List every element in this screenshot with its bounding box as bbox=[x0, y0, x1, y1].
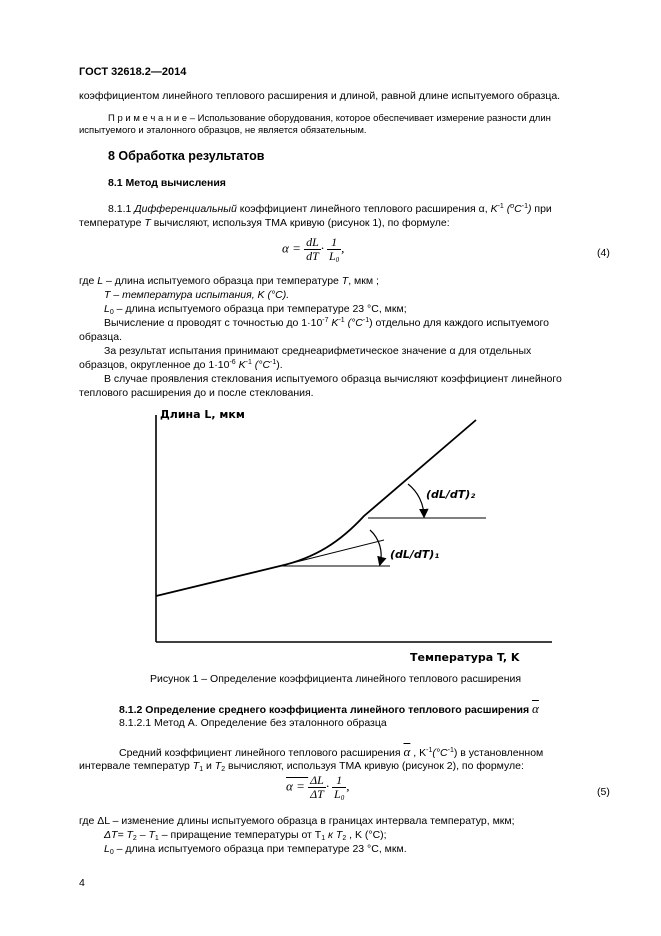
note bbox=[108, 113, 615, 125]
where-L: где L – длина испытуемого образца при температуре T, мкм ; bbox=[79, 275, 379, 287]
where-L0-2: $L_0$ – длина испытуемого образца при температуре 23 °C, мкм. bbox=[104, 843, 407, 856]
page-number: 4 bbox=[79, 877, 85, 889]
subsection-8121-title: 8.1.2.1 Метод А. Определение без эталонного образца bbox=[119, 717, 387, 729]
glass-line2: теплового расширения до и после стеклования. bbox=[79, 387, 314, 399]
where-deltaL: где ΔL – изменение длины испытуемого образца в границах интервала температур, мкм; bbox=[79, 815, 515, 827]
paragraph-811-line2: температуре T вычисляют, используя ТМА кривую (рисунок 1), по формуле: bbox=[79, 217, 450, 229]
precision-line1: Вычисление α проводят с точностью до $1\cdot 10^{-7}$ $K^{-1}$ $(^\circ C^{-1})$ отдельно для каждого испытуемого bbox=[104, 317, 549, 329]
x-axis-label: Температура T, K bbox=[410, 651, 520, 664]
precision-line2: образца. bbox=[79, 331, 122, 343]
alpha-bar-symbol: $\overline{\alpha}$ bbox=[532, 701, 539, 716]
subsection-812-title: 8.1.2 Определение среднего коэффициента линейного теплового расширения $\overline{\alpha}$ bbox=[119, 701, 539, 716]
where-T: T – температура испытания, K (°C). bbox=[104, 289, 290, 301]
continuation-line: коэффициентом линейного теплового расширения и длиной, равной длине испытуемого образца. bbox=[79, 90, 561, 102]
angle-arc-2 bbox=[408, 484, 424, 516]
paragraph-8121-line1: Средний коэффициент линейного теплового расширения $\overline{\alpha}$ , $K^{-1}(^\circ C^{-1})$ в установленном bbox=[119, 744, 544, 759]
slope-2-label: (dL/dT)₂ bbox=[426, 488, 476, 501]
document-id: ГОСТ 32618.2—2014 bbox=[79, 66, 187, 78]
angle-arc-1 bbox=[370, 530, 381, 564]
equation-5: α = $\frac{\Delta L}{\Delta T}$ · $\frac{1}{L_0}$ , bbox=[286, 773, 350, 802]
y-axis-label: Длина L, мкм bbox=[160, 408, 245, 421]
subsection-title: 8.1 Метод вычисления bbox=[108, 177, 226, 189]
figure-caption: Рисунок 1 – Определение коэффициента линейного теплового расширения bbox=[150, 673, 522, 685]
equation-number-4: (4) bbox=[597, 247, 610, 259]
where-deltaT: $\Delta T= T_2 - T_1$ – приращение температуры от $T_1$ к $T_2$ , K (°C); bbox=[104, 829, 387, 842]
note-text-2: испытуемого и эталонного образцов, не является обязательным. bbox=[79, 125, 367, 136]
section-title: 8 Обработка результатов bbox=[108, 149, 265, 163]
equation-number-5: (5) bbox=[597, 786, 610, 798]
slope-1-label: (dL/dT)₁ bbox=[390, 548, 440, 561]
paragraph-811-line1: 8.1.1 Дифференциальный коэффициент линейного теплового расширения α, $K^{-1}$ $(^oC^{-1})$ при bbox=[108, 203, 552, 215]
tma-curve bbox=[156, 420, 476, 596]
paragraph-8121-line2: интервале температур $T_1$ и $T_2$ вычисляют, используя ТМА кривую (рисунок 2), по формуле: bbox=[79, 760, 524, 773]
result-line1: За результат испытания принимают среднеарифметическое значение α для отдельных bbox=[104, 345, 532, 357]
where-L0: $L_0$ – длина испытуемого образца при температуре 23 °C, мкм; bbox=[104, 303, 407, 316]
glass-line1: В случае проявления стеклования испытуемого образца вычисляют коэффициент линейного bbox=[104, 373, 562, 385]
note-text-1: – Использование оборудования, которое обеспечивает измерение разности длин bbox=[187, 113, 551, 124]
equation-4: α = $\frac{dL}{dT}$ · $\frac{1}{L_0}$ , bbox=[282, 235, 345, 264]
result-line2: образцов, округленное до $1\cdot 10^{-6}$ $K^{-1}$ $(^\circ C^{-1})$. bbox=[79, 359, 283, 371]
figure-1-diagram bbox=[140, 400, 560, 675]
note-label: П р и м е ч а н и е bbox=[108, 113, 188, 124]
